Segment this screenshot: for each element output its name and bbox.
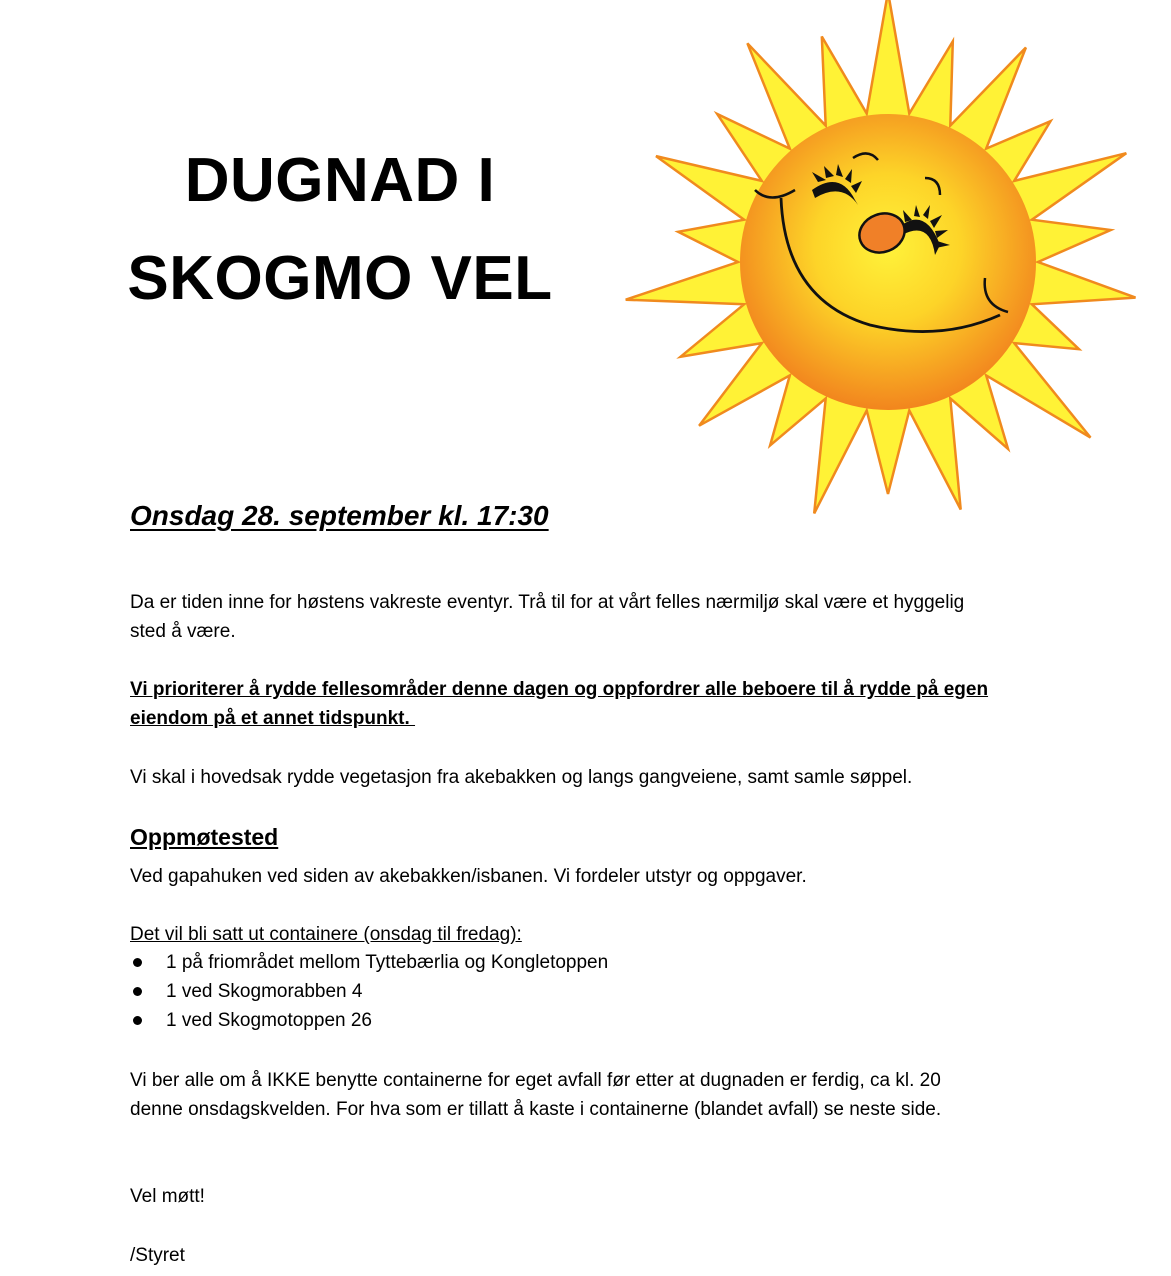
sun-disc — [740, 114, 1036, 410]
container-location: 1 ved Skogmorabben 4 — [166, 981, 363, 1002]
container-location: 1 på friområdet mellom Tyttebærlia og Kongletoppen — [166, 952, 609, 973]
container-location: 1 ved Skogmotoppen 26 — [166, 1010, 372, 1031]
intro-line-1: Da er tiden inne for høstens vakreste eventyr. Trå til for at vårt felles nærmiljø skal være et hyggelig — [130, 592, 965, 613]
date-heading: Onsdag 28. september kl. 17:30 — [130, 500, 549, 531]
priority-note — [130, 675, 1030, 733]
containers-list — [130, 948, 608, 1035]
page-title — [100, 132, 580, 328]
request-line-2: denne onsdagskvelden. For hva som er tillatt å kaste i containerne (blandet avfall) se neste side. — [130, 1099, 942, 1120]
title-line-2: SKOGMO VEL — [127, 244, 553, 313]
list-item — [130, 948, 608, 977]
request-paragraph — [130, 1066, 1030, 1124]
bullet-icon — [133, 987, 142, 996]
intro-paragraph — [130, 588, 1030, 646]
priority-line-1: Vi prioriterer å rydde fellesområder denne dagen og oppfordrer alle beboere til å rydde på egen — [130, 679, 989, 700]
bullet-icon — [133, 1016, 142, 1025]
list-item — [130, 977, 608, 1006]
tasks-paragraph: Vi skal i hovedsak rydde vegetasjon fra akebakken og langs gangveiene, samt samle søppel. — [130, 767, 913, 788]
smiling-sun-icon — [606, 0, 1171, 540]
meeting-place-text: Ved gapahuken ved siden av akebakken/isbanen. Vi fordeler utstyr og oppgaver. — [130, 866, 807, 887]
signature: /Styret — [130, 1245, 185, 1266]
request-line-1: Vi ber alle om å IKKE benytte containerne for eget avfall før etter at dugnaden er ferdig, ca kl. 20 — [130, 1070, 941, 1091]
bullet-icon — [133, 958, 142, 967]
list-item — [130, 1006, 608, 1035]
priority-line-2: eiendom på et annet tidspunkt. — [130, 708, 416, 729]
meeting-place-heading: Oppmøtested — [130, 824, 279, 850]
title-line-1: DUGNAD I — [184, 146, 496, 215]
intro-line-2: sted å være. — [130, 621, 236, 642]
closing-text: Vel møtt! — [130, 1186, 205, 1207]
containers-heading: Det vil bli satt ut containere (onsdag til fredag): — [130, 924, 522, 945]
